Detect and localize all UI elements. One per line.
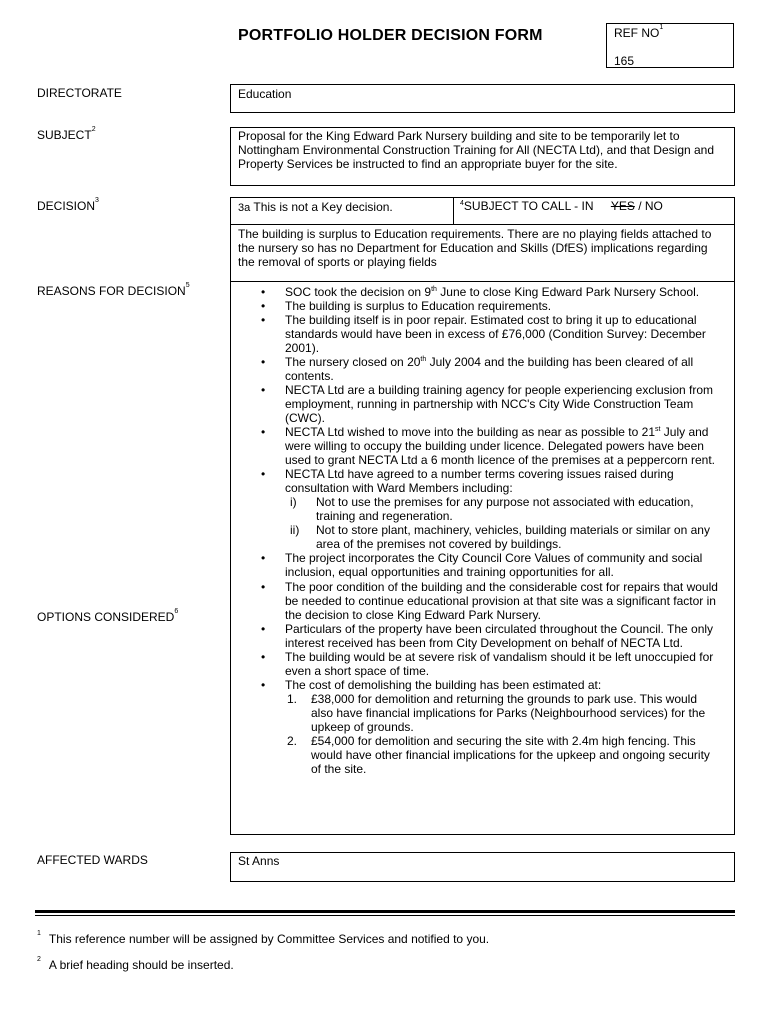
reason-item: • SOC took the decision on 9th June to close King Edward Park Nursery School. (285, 285, 720, 299)
call-in-footnote-mark: 4 (460, 200, 464, 207)
ref-no-footnote-mark: 1 (659, 24, 664, 31)
reason-item: • NECTA Ltd wished to move into the building as near as possible to 21st July and were willing to occupy the building under licence. Delegated powers have been used to grant NECTA Ltd a 6 month licence of the premises at a peppercorn rent. (285, 425, 720, 467)
reason-item: • The nursery closed on 20th July 2004 and the building has been cleared of all contents. (285, 355, 720, 383)
key-decision-text: This is not a Key decision. (250, 200, 393, 214)
subject-box (230, 127, 735, 186)
reasons-footnote-mark: 5 (185, 282, 190, 289)
form-title: PORTFOLIO HOLDER DECISION FORM (238, 27, 543, 44)
key-decision-prefix: 3a (238, 202, 251, 214)
options-footnote-mark: 6 (174, 608, 179, 615)
options-label-text: OPTIONS CONSIDERED (37, 610, 175, 624)
decision-text-box (230, 224, 735, 282)
options-list (231, 580, 720, 776)
call-in-yes: YES (610, 199, 635, 213)
option-subitem: 2. £54,000 for demolition and securing the site with 2.4m high fencing. This would have other financial implications for the upkeep and ongoing security of the site. (287, 734, 710, 776)
decision-label-text: DECISION (37, 199, 96, 213)
option-item: • The cost of demolishing the building has been estimated at: 1. £38,000 for demolition and returning the grounds to park use. This would also have financial implications for Parks (Neighbourhood services) for the upkeep of grounds. 2. £54,000 for demolition and securing the site with 2.4m high fencing. This would have other financial implications for the upkeep and ongoing security of the site. (285, 678, 720, 776)
decision-text: The building is surplus to Education requirements. There are no playing fields attached to the nursery so has no Department for Education and Skills (DfES) implications regarding the removal of sports or playing fields (238, 227, 712, 269)
option-item: • The poor condition of the building and the considerable cost for repairs that would be needed to continue educational provision at that site was a significant factor in the decision to close King Edward Park Nursery. (285, 580, 720, 622)
directorate-box (230, 84, 735, 113)
reasons-label (37, 284, 190, 298)
ref-no-value: 165 (614, 54, 635, 68)
subject-footnote-mark: 2 (91, 126, 96, 133)
directorate-label: DIRECTORATE (37, 86, 122, 100)
reasons-list (231, 285, 720, 579)
option-item: • Particulars of the property have been circulated throughout the Council. The only interest received has been from City Development on behalf of NECTA Ltd. (285, 622, 720, 650)
subject-label-text: SUBJECT (37, 128, 92, 142)
call-in-label: SUBJECT TO CALL - IN (463, 199, 594, 213)
reason-item: • NECTA Ltd have agreed to a number terms covering issues raised during consultation with Ward Members including: i) Not to use the premises for any purpose not associated with education, training and regeneration. ii) Not to store plant, machinery, vehicles, building materials or similar on any area of the premises not covered by buildings. (285, 467, 720, 551)
reasons-options-box (230, 281, 735, 835)
directorate-value: Education (238, 87, 292, 101)
affected-wards-label: AFFECTED WARDS (37, 853, 148, 867)
affected-wards-value: St Anns (238, 854, 280, 868)
ref-no-label: REF NO (614, 26, 660, 40)
key-decision-cell (230, 197, 454, 225)
reason-subitem: ii) Not to store plant, machinery, vehicles, building materials or similar on any area of the premises not covered by buildings. (290, 523, 710, 551)
subject-label (37, 128, 96, 142)
option-item: • The building would be at severe risk of vandalism should it be left unoccupied for even a short space of time. (285, 650, 720, 678)
reason-item: • The building itself is in poor repair. Estimated cost to bring it up to educational standards would have been in excess of £76,000 (Condition Survey: December 2001). (285, 313, 720, 355)
reason-item: • NECTA Ltd are a building training agency for people experiencing exclusion from employment, running in partnership with NCC's City Wide Construction Team (CWC). (285, 383, 720, 425)
footnote-1: $^1$ This reference number will be assigned by Committee Services and notified to you. (37, 930, 490, 946)
reason-item: • The project incorporates the City Council Core Values of community and social inclusion, equal opportunities and training opportunities for all. (285, 551, 720, 579)
options-label (37, 610, 178, 624)
call-in-no: / NO (634, 199, 663, 213)
reasons-label-text: REASONS FOR DECISION (37, 284, 186, 298)
footnote-2: $^2$ A brief heading should be inserted. (37, 956, 234, 972)
call-in-cell (453, 197, 735, 225)
option-subitem: 1. £38,000 for demolition and returning the grounds to park use. This would also have financial implications for Parks (Neighbourhood services) for the upkeep of grounds. (287, 692, 706, 734)
footnote-separator-thin (35, 915, 735, 916)
decision-label (37, 199, 99, 213)
reason-subitem: i) Not to use the premises for any purpose not associated with education, training and regeneration. (290, 495, 694, 523)
reason-item: • The building is surplus to Education requirements. (285, 299, 720, 313)
footnote-separator-thick (35, 910, 735, 913)
decision-footnote-mark: 3 (95, 197, 99, 204)
subject-value: Proposal for the King Edward Park Nursery building and site to be temporarily let to Nottingham Environmental Construction Training for All (NECTA Ltd), and that Design and Property Services be instructed to find an appropriate buyer for the site. (238, 129, 715, 171)
ref-no-box (606, 23, 734, 68)
affected-wards-box (230, 852, 735, 882)
